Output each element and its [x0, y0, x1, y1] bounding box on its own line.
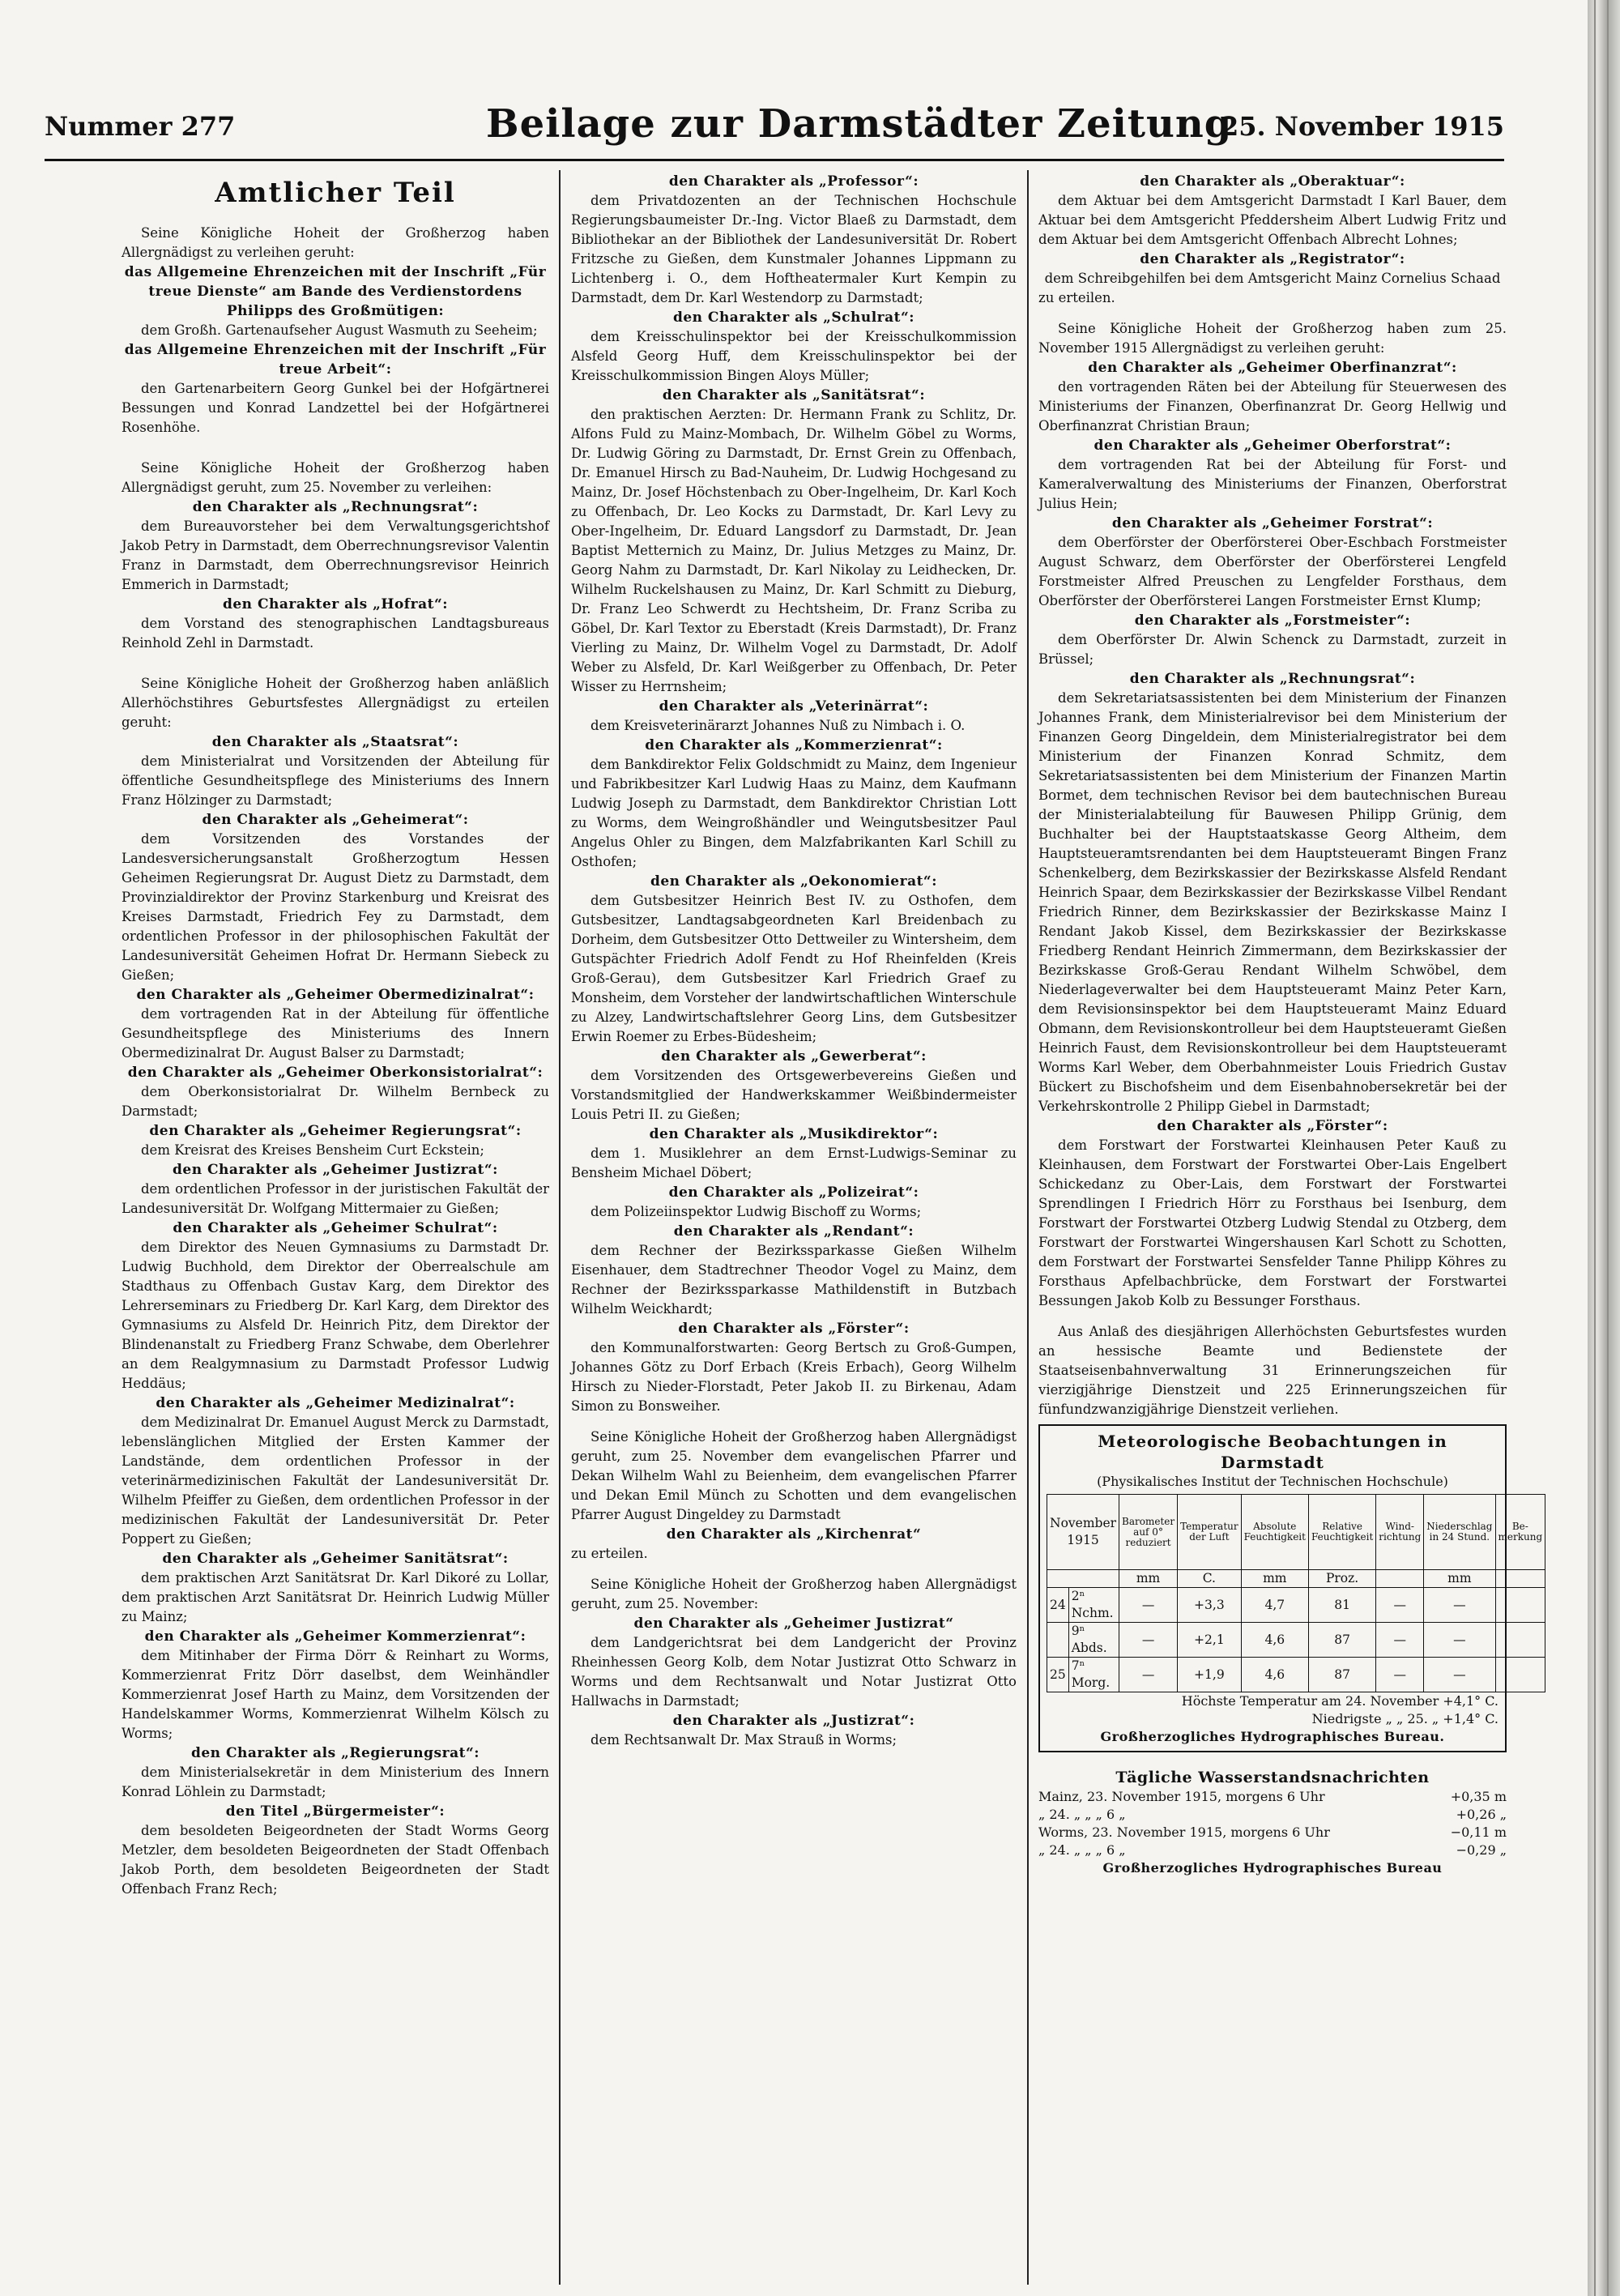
title-heading: den Charakter als „Registrator“: — [1140, 251, 1405, 267]
paragraph: dem Bankdirektor Felix Goldschmidt zu Mainz, dem Ingenieur und Fabrikbesitzer Karl Ludwig Haas zu Mainz, dem Kaufmann Ludwig Joseph zu Darmstadt, dem Bankdirektor Christian Lott zu Worms, dem Weingroßhändler und Weingutsbesitzer Paul Angelus Ohler zu Bingen, dem Malzfabrikanten Karl Schill zu Osthofen; — [571, 757, 1017, 869]
paragraph: dem Oberförster der Oberförsterei Ober-Eschbach Forstmeister August Schwarz, dem Oberförster der Oberförsterei Lengfeld Forstmeister Alfred Preuschen zu Lengfelder Forsthaus, dem Oberförster der Oberförsterei Langen Forstmeister Ernst Klump; — [1038, 535, 1507, 608]
cell-baro: — — [1119, 1588, 1178, 1623]
title-heading: den Charakter als „Geheimer Oberfinanzrat“: — [1088, 360, 1457, 376]
paragraph: Seine Königliche Hoheit der Großherzog haben Allergnädigst zu verleihen geruht: — [122, 225, 549, 260]
weather-col-date: November 1915 — [1047, 1495, 1119, 1570]
title-heading: den Charakter als „Staatsrat“: — [211, 734, 459, 750]
paragraph: Seine Königliche Hoheit der Großherzog haben Allergnädigst geruht, zum 25. November: — [571, 1577, 1017, 1611]
cell-rain: — — [1424, 1658, 1495, 1692]
title-heading: den Charakter als „Förster“: — [1157, 1118, 1388, 1134]
paragraph: dem Rechner der Bezirkssparkasse Gießen Wilhelm Eisenhauer, dem Stadtrechner Theodor Vogel zu Mainz, dem Rechner der Bezirkssparkasse Mathildenstift in Butzbach Wilhelm Weickhardt; — [571, 1243, 1017, 1317]
cell-abs: 4,6 — [1241, 1623, 1308, 1658]
cell-temp: +1,9 — [1178, 1658, 1242, 1692]
water-level-row — [1038, 1841, 1507, 1859]
cell-baro: — — [1119, 1623, 1178, 1658]
unit: mm — [1424, 1570, 1495, 1588]
issue-number: Nummer 277 — [45, 111, 236, 142]
paragraph: dem ordentlichen Professor in der juristischen Fakultät der Landesuniversität Dr. Wolfgang Mittermaier zu Gießen; — [122, 1181, 549, 1216]
paragraph: dem Ministerialrat und Vorsitzenden der Abteilung für öffentliche Gesundheitspflege des Ministeriums des Innern Franz Hölzinger zu Darmstadt; — [122, 753, 549, 808]
paragraph: Seine Königliche Hoheit der Großherzog haben anläßlich Allerhöchstihres Geburtsfestes Allergnädigst zu erteilen geruht: — [122, 676, 549, 730]
title-heading: den Charakter als „Geheimer Justizrat“ — [633, 1615, 954, 1632]
water-level-row — [1038, 1824, 1507, 1841]
weather-col-temp: Temperatur der Luft — [1178, 1495, 1242, 1570]
title-heading: den Charakter als „Veterinärrat“: — [659, 698, 929, 715]
water-level-row — [1038, 1806, 1507, 1824]
title-heading: den Charakter als „Forstmeister“: — [1134, 612, 1411, 629]
issue-date: 25. November 1915 — [1220, 111, 1504, 142]
water-level-text: „ 24. „ „ „ 6 „ — [1038, 1807, 1126, 1822]
title-heading: den Charakter als „Geheimer Oberkonsistorialrat“: — [127, 1065, 544, 1081]
title-heading: den Charakter als „Rechnungsrat“: — [192, 499, 479, 515]
cell-day: 24 — [1047, 1588, 1069, 1623]
title-heading: den Charakter als „Geheimer Kommerzienrat“: — [144, 1628, 526, 1645]
table-row — [1047, 1623, 1545, 1658]
weather-col-wind: Wind-richtung — [1376, 1495, 1424, 1570]
title-heading: den Charakter als „Rendant“: — [673, 1223, 914, 1240]
title-heading: den Charakter als „Justizrat“: — [672, 1713, 915, 1729]
max-temperature: Höchste Temperatur am 24. November +4,1° C. — [1181, 1693, 1498, 1709]
water-level-row — [1038, 1788, 1507, 1806]
paragraph: dem Aktuar bei dem Amtsgericht Darmstadt I Karl Bauer, dem Aktuar bei dem Amtsgericht Pfeddersheim Albert Ludwig Fritz und dem Aktuar bei dem Amtsgericht Offenbach Albrecht Lohnes; — [1038, 193, 1507, 247]
paragraph: dem Großh. Gartenaufseher August Wasmuth zu Seeheim; — [141, 322, 538, 338]
cell-wind: — — [1376, 1588, 1424, 1623]
weather-col-rel: Relative Feuchtigkeit — [1308, 1495, 1375, 1570]
column-3 — [1038, 172, 1543, 2288]
title-heading: den Charakter als „Geheimer Oberforstrat“: — [1094, 437, 1452, 454]
paragraph: dem Direktor des Neuen Gymnasiums zu Darmstadt Dr. Ludwig Buchhold, dem Direktor der Oberrealschule am Stadthaus zu Offenbach Gustav Karg, dem Direktor des Lehrerseminars zu Friedberg Dr. Karl Karg, dem Direktor des Gymnasiums zu Alsfeld Dr. Heinrich Pitz, dem Direktor der Blindenanstalt zu Friedberg Franz Schwabe, dem Oberlehrer an dem Realgymnasium zu Darmstadt Professor Ludwig Heddäus; — [122, 1240, 549, 1391]
cell-wind: — — [1376, 1658, 1424, 1692]
weather-footer: Großherzogliches Hydrographisches Bureau. — [1100, 1729, 1445, 1744]
section-heading: Amtlicher Teil — [215, 177, 456, 209]
water-level-title: Tägliche Wasserstandsnachrichten — [1115, 1769, 1430, 1786]
paragraph: dem vortragenden Rat in der Abteilung für öffentliche Gesundheitspflege des Ministeriums des Innern Obermedizinalrat Dr. August Balser zu Darmstadt; — [122, 1006, 549, 1061]
paragraph: dem Gutsbesitzer Heinrich Best IV. zu Osthofen, dem Gutsbesitzer, Landtagsabgeordneten Karl Breidenbach zu Dorheim, dem Gutsbesitzer Otto Dettweiler zu Wintersheim, dem Gutspächter Friedrich Adolf Fendt zu Hof Rheinfelden (Kreis Groß-Gerau), dem Gutsbesitzer Karl Friedrich Graef zu Monsheim, dem Vorsteher der landwirtschaftlichen Winterschule zu Alzey, Landwirtschaftslehrer Georg Lins, dem Gutsbesitzer Erwin Roemer zu Erbes-Büdesheim; — [571, 893, 1017, 1044]
weather-col-remark: Be-merkung — [1495, 1495, 1545, 1570]
paragraph: dem Oberkonsistorialrat Dr. Wilhelm Bernbeck zu Darmstadt; — [122, 1084, 549, 1119]
column-divider — [559, 170, 561, 2285]
water-level-footer: Großherzogliches Hydrographisches Bureau — [1102, 1860, 1443, 1876]
paragraph: dem Ministerialsekretär in dem Ministerium des Innern Konrad Löhlein zu Darmstadt; — [122, 1765, 549, 1799]
title-heading: den Charakter als „Oekonomierat“: — [650, 873, 937, 890]
title-heading: den Charakter als „Geheimerat“: — [202, 812, 469, 828]
title-heading: den Charakter als „Schulrat“: — [672, 309, 915, 326]
unit: C. — [1178, 1570, 1242, 1588]
paragraph: dem Medizinalrat Dr. Emanuel August Merck zu Darmstadt, lebenslänglichen Mitglied der Ersten Kammer der Landstände, dem ordentlichen Professor in der veterinärmedizinischen Fakultät der Landesuniversität Dr. Wilhelm Pfeiffer zu Gießen, dem ordentlichen Professor in der medizinischen Fakultät der Landesuniversität Dr. Peter Poppert zu Gießen; — [122, 1415, 549, 1547]
min-temperature: Niedrigste „ „ 25. „ +1,4° C. — [1311, 1711, 1498, 1726]
paragraph: dem Vorsitzenden des Ortsgewerbevereins Gießen und Vorstandsmitglied der Handwerkskammer Weißbindermeister Louis Petri II. zu Gießen; — [571, 1068, 1017, 1122]
title-heading: den Charakter als „Regierungsrat“: — [190, 1745, 480, 1761]
water-level-value: +0,35 m — [1450, 1789, 1507, 1804]
water-level-value: +0,26 „ — [1456, 1807, 1507, 1822]
masthead — [45, 101, 1503, 150]
cell-time: 2ⁿ Nchm. — [1068, 1588, 1119, 1623]
paragraph: dem vortragenden Rat bei der Abteilung für Forst- und Kameralverwaltung des Ministeriums der Finanzen, Oberforstrat Julius Hein; — [1038, 457, 1507, 511]
cell-rain: — — [1424, 1588, 1495, 1623]
title-heading: den Charakter als „Kommerzienrat“: — [645, 737, 943, 753]
paragraph: dem Kreisrat des Kreises Bensheim Curt Eckstein; — [141, 1142, 484, 1158]
paragraph: dem Kreisveterinärarzt Johannes Nuß zu Nimbach i. O. — [590, 718, 966, 733]
paragraph: zu erteilen. — [571, 1546, 648, 1561]
water-level-text: Mainz, 23. November 1915, morgens 6 Uhr — [1038, 1789, 1325, 1804]
cell-temp: +3,3 — [1178, 1588, 1242, 1623]
paragraph: Seine Königliche Hoheit der Großherzog haben zum 25. November 1915 Allergnädigst zu verleihen geruht: — [1038, 321, 1507, 356]
title-heading: den Charakter als „Geheimer Sanitätsrat“: — [162, 1551, 509, 1567]
paragraph: dem praktischen Arzt Sanitätsrat Dr. Karl Dikoré zu Lollar, dem praktischen Arzt Sanitätsrat Dr. Heinrich Ludwig Müller zu Mainz; — [122, 1570, 549, 1624]
cell-rain: — — [1424, 1623, 1495, 1658]
paragraph: Seine Königliche Hoheit der Großherzog haben Allergnädigst geruht, zum 25. November zu verleihen: — [122, 460, 549, 495]
cell-day: 25 — [1047, 1658, 1069, 1692]
cell-time: 9ⁿ Abds. — [1068, 1623, 1119, 1658]
title-heading: den Charakter als „Musikdirektor“: — [649, 1126, 939, 1142]
award-heading: das Allgemeine Ehrenzeichen mit der Inschrift „Für treue Dienste“ am Bande des Verdienstordens Philipps des Großmütigen: — [124, 264, 547, 319]
title-heading: den Charakter als „Geheimer Schulrat“: — [173, 1220, 498, 1236]
unit: Proz. — [1308, 1570, 1375, 1588]
paragraph: dem besoldeten Beigeordneten der Stadt Worms Georg Metzler, dem besoldeten Beigeordneten der Stadt Offenbach Jakob Porth, dem besoldeten Beigeordneten der Stadt Offenbach Franz Rech; — [122, 1823, 549, 1897]
water-level-value: −0,29 „ — [1456, 1842, 1507, 1858]
weather-box — [1038, 1424, 1543, 1752]
paragraph: dem Vorsitzenden des Vorstandes der Landesversicherungsanstalt Großherzogtum Hessen Geheimen Regierungsrat Dr. August Dietz zu Darmstadt, dem Provinzialdirektor der Provinz Starkenburg und Kreisrat des Kreises Darmstadt, Friedrich Fey zu Darmstadt, dem ordentlichen Professor in der philosophischen Fakultät der Landesuniversität Geheimen Hofrat Dr. Hermann Siebeck zu Gießen; — [122, 831, 549, 983]
title-heading: den Charakter als „Geheimer Forstrat“: — [1111, 515, 1434, 531]
binding-edge — [1588, 0, 1620, 2296]
weather-col-abs: Absolute Feuchtigkeit — [1241, 1495, 1308, 1570]
paragraph: dem Oberförster Dr. Alwin Schenck zu Darmstadt, zurzeit in Brüssel; — [1038, 632, 1507, 667]
weather-table — [1047, 1494, 1545, 1692]
title-heading: den Charakter als „Gewerberat“: — [661, 1048, 927, 1065]
paragraph: dem Landgerichtsrat bei dem Landgericht der Provinz Rheinhessen Georg Kolb, dem Notar Justizrat Otto Schwarz in Worms und dem Rechtsanwalt und Notar Justizrat Otto Hallwachs in Darmstadt; — [571, 1635, 1017, 1709]
column-divider — [1027, 170, 1029, 2285]
title-heading: den Charakter als „Sanitätsrat“: — [662, 387, 926, 403]
water-level-text: „ 24. „ „ „ 6 „ — [1038, 1842, 1126, 1858]
title-heading: den Charakter als „Kirchenrat“ — [666, 1526, 922, 1543]
cell-rel: 81 — [1308, 1588, 1375, 1623]
column-1 — [122, 172, 549, 2288]
water-level-text: Worms, 23. November 1915, morgens 6 Uhr — [1038, 1824, 1330, 1840]
cell-rel: 87 — [1308, 1623, 1375, 1658]
paragraph: dem Mitinhaber der Firma Dörr & Reinhart zu Worms, Kommerzienrat Fritz Dörr daselbst, dem Weinhändler Kommerzienrat Josef Harth zu Mainz, dem Vorsitzenden der Handelskammer Worms, Kommerzienrat Wilhelm Kölsch zu Worms; — [122, 1648, 549, 1741]
title-heading: den Charakter als „Oberaktuar“: — [1140, 173, 1405, 190]
title-heading: den Charakter als „Professor“: — [668, 173, 919, 190]
water-level-value: −0,11 m — [1450, 1824, 1507, 1840]
weather-subtitle: (Physikalisches Institut der Technischen Hochschule) — [1097, 1474, 1448, 1489]
title-heading: den Charakter als „Geheimer Obermedizinalrat“: — [136, 987, 535, 1003]
paragraph: dem 1. Musiklehrer an dem Ernst-Ludwigs-Seminar zu Bensheim Michael Döbert; — [571, 1146, 1017, 1180]
paragraph: den Gartenarbeitern Georg Gunkel bei der Hofgärtnerei Bessungen und Konrad Landzettel bei der Hofgärtnerei Rosenhöhe. — [122, 381, 549, 435]
paragraph: den vortragenden Räten bei der Abteilung für Steuerwesen des Ministeriums der Finanzen, Oberfinanzrat Dr. Georg Hellwig und Oberfinanzrat Christian Braun; — [1038, 379, 1507, 433]
title-heading: den Charakter als „Hofrat“: — [222, 596, 448, 612]
weather-col-rain: Niederschlag in 24 Stund. — [1424, 1495, 1495, 1570]
title-heading: den Charakter als „Polizeirat“: — [668, 1184, 919, 1201]
paragraph: dem Forstwart der Forstwartei Kleinhausen Peter Kauß zu Kleinhausen, dem Forstwart der Forstwartei Ober-Lais Engelbert Schickedanz zu Ober-Lais, dem Forstwart der Forstwartei Sprendlingen I Friedrich Hörr zu Forsthaus bei Isenburg, dem Forstwart der Forstwartei Otzberg Ludwig Stendal zu Otzberg, dem Forstwart der Forstwartei Wingershausen Karl Schott zu Schotten, dem Forstwart der Forstwartei Sensfelder Tanne Philipp Köhres zu Forsthaus Apfelbachbrücke, dem Forstwart der Forstwartei Bessungen Jakob Kolb zu Bessunger Forsthaus. — [1038, 1137, 1507, 1308]
title-heading: den Charakter als „Förster“: — [678, 1321, 910, 1337]
cell-wind: — — [1376, 1623, 1424, 1658]
cell-remark — [1495, 1658, 1545, 1692]
title-heading: den Charakter als „Geheimer Regierungsrat“: — [149, 1123, 522, 1139]
unit: mm — [1119, 1570, 1178, 1588]
unit: mm — [1241, 1570, 1308, 1588]
title-heading: den Charakter als „Rechnungsrat“: — [1129, 671, 1416, 687]
edge-line — [1594, 0, 1596, 2296]
cell-rel: 87 — [1308, 1658, 1375, 1692]
weather-col-baro: Barometer auf 0° reduziert — [1119, 1495, 1178, 1570]
paragraph: Aus Anlaß des diesjährigen Allerhöchsten Geburtsfestes wurden an hessische Beamte und Bedienstete der Staatseisenbahnverwaltung 31 Erinnerungszeichen für vierzigjährige Dienstzeit und 225 Erinnerungszeichen für fünfundzwanzigjährige Dienstzeit verliehen. — [1038, 1324, 1507, 1417]
paragraph: dem Rechtsanwalt Dr. Max Strauß in Worms; — [590, 1732, 897, 1748]
cell-abs: 4,6 — [1241, 1658, 1308, 1692]
weather-title: Meteorologische Beobachtungen in Darmstadt — [1098, 1432, 1447, 1472]
paragraph: dem Kreisschulinspektor bei der Kreisschulkommission Alsfeld Georg Huff, dem Kreisschulinspektor bei der Kreisschulkommission Bingen Aloys Müller; — [571, 329, 1017, 383]
cell-remark — [1495, 1623, 1545, 1658]
newspaper-title: Beilage zur Darmstädter Zeitung — [486, 101, 1233, 147]
paragraph: dem Polizeiinspektor Ludwig Bischoff zu Worms; — [590, 1204, 922, 1219]
edge-line — [1607, 0, 1609, 2296]
title-heading: den Charakter als „Geheimer Medizinalrat“: — [156, 1395, 515, 1411]
paragraph: zu erteilen. — [1038, 290, 1115, 305]
paragraph: dem Sekretariatsassistenten bei dem Ministerium der Finanzen Johannes Frank, dem Ministerialrevisor bei dem Ministerium der Finanzen Georg Dingeldein, dem Ministerialregistrator bei dem Ministerium der Finanzen Konrad Schmitz, dem Sekretariatsassistenten bei dem Ministerium der Finanzen Martin Bormet, dem technischen Revisor bei dem bautechnischen Bureau der Ministerialabteilung für Bauwesen Philipp Grünig, dem Buchhalter bei der Hauptstaatskasse Georg Altheim, dem Hauptsteueramtsrendanten bei dem Hauptsteueramt Bingen Franz Schenkelberg, dem Bezirkskassier der Bezirkskasse Alsfeld Rendant Heinrich Spaar, dem Bezirkskassier der Bezirkskasse Vilbel Rendant Friedrich Rinner, dem Bezirkskassier der Bezirkskasse Mainz I Rendant Jakob Kissel, dem Bezirkskassier der Bezirkskasse Friedberg Rendant Heinrich Zimmermann, dem Bezirkskassier der Bezirkskasse Groß-Gerau Rendant Wilhelm Schwöbel, dem Niederlageverwalter bei dem Hauptsteueramt Mainz Peter Karn, dem Revisionsinspektor bei dem Hauptsteueramt Mainz Eduard Obmann, dem Revisionskontrolleur bei dem Hauptsteueramt Gießen Heinrich Faust, dem Revisionskontrolleur bei dem Hauptsteueramt Worms Karl Weber, dem Oberbahnmeister Louis Friedrich Gustav Bückert zu Bischofsheim und dem Eisenbahnobersekretär bei der Verkehrskontrolle 2 Philipp Giebel in Darmstadt; — [1038, 690, 1507, 1114]
paragraph: Seine Königliche Hoheit der Großherzog haben Allergnädigst geruht, zum 25. November dem evangelischen Pfarrer und Dekan Wilhelm Wahl zu Beienheim, dem evangelischen Pfarrer und Dekan Emil Münch zu Schotten und dem evangelischen Pfarrer August Dingeldey zu Darmstadt — [571, 1429, 1017, 1522]
column-2 — [571, 172, 1017, 2288]
cell-abs: 4,7 — [1241, 1588, 1308, 1623]
cell-time: 7ⁿ Morg. — [1068, 1658, 1119, 1692]
table-row — [1047, 1658, 1545, 1692]
title-heading: den Charakter als „Geheimer Justizrat“: — [173, 1162, 498, 1178]
cell-baro: — — [1119, 1658, 1178, 1692]
cell-temp: +2,1 — [1178, 1623, 1242, 1658]
paragraph: dem Privatdozenten an der Technischen Hochschule Regierungsbaumeister Dr.-Ing. Victor Blaeß zu Darmstadt, dem Bibliothekar an der Bibliothek der Landesuniversität Dr. Robert Fritzsche zu Gießen, dem Kunstmaler Johannes Lippmann zu Lichtenberg i. O., dem Hoftheatermaler Kurt Kempin zu Darmstadt, dem Dr. Karl Westendorp zu Darmstadt; — [571, 193, 1017, 305]
table-row — [1047, 1588, 1545, 1623]
paragraph: den praktischen Aerzten: Dr. Hermann Frank zu Schlitz, Dr. Alfons Fuld zu Mainz-Mombach, Dr. Wilhelm Göbel zu Worms, Dr. Ludwig Göring zu Darmstadt, Dr. Ernst Grein zu Offenbach, Dr. Emanuel Hirsch zu Bad-Nauheim, Dr. Ludwig Hochgesand zu Mainz, Dr. Josef Höchstenbach zu Ober-Ingelheim, Dr. Karl Koch zu Offenbach, Dr. Leo Kocks zu Darmstadt, Dr. Karl Levy zu Ober-Ingelheim, Dr. Eduard Langsdorf zu Darmstadt, Dr. Jean Baptist Metternich zu Mainz, Dr. Julius Metzges zu Mainz, Dr. Georg Nahm zu Darmstadt, Dr. Karl Nikolay zu Leidhecken, Dr. Wilhelm Ruckelshausen zu Mainz, Dr. Karl Schmitt zu Dieburg, Dr. Franz Leo Schwerdt zu Hechtsheim, Dr. Franz Scriba zu Göbel, Dr. Karl Textor zu Eberstadt (Kreis Darmstadt), Dr. Franz Vierling zu Mainz, Dr. Wilhelm Vogel zu Darmstadt, Dr. Adolf Weber zu Alsfeld, Dr. Karl Weißgerber zu Offenbach, Dr. Peter Wisser zu Herrnsheim; — [571, 407, 1017, 694]
title-heading: den Titel „Bürgermeister“: — [225, 1803, 446, 1820]
paragraph: den Kommunalforstwarten: Georg Bertsch zu Groß-Gumpen, Johannes Götz zu Dorf Erbach (Kreis Erbach), Georg Wilhelm Hirsch zu Nieder-Florstadt, Peter Jakob II. zu Birkenau, Adam Simon zu Bonsweiher. — [571, 1340, 1017, 1414]
cell-remark — [1495, 1588, 1545, 1623]
award-heading: das Allgemeine Ehrenzeichen mit der Inschrift „Für treue Arbeit“: — [124, 342, 547, 378]
masthead-rule — [45, 159, 1504, 161]
cell-day — [1047, 1623, 1069, 1658]
paragraph: dem Schreibgehilfen bei dem Amtsgericht Mainz Cornelius Schaad — [1044, 271, 1501, 286]
paragraph: dem Bureauvorsteher bei dem Verwaltungsgerichtshof Jakob Petry in Darmstadt, dem Oberrechnungsrevisor Valentin Franz in Darmstadt, dem Oberrechnungsrevisor Heinrich Emmerich in Darmstadt; — [122, 519, 549, 592]
paragraph: dem Vorstand des stenographischen Landtagsbureaus Reinhold Zehl in Darmstadt. — [122, 616, 549, 651]
